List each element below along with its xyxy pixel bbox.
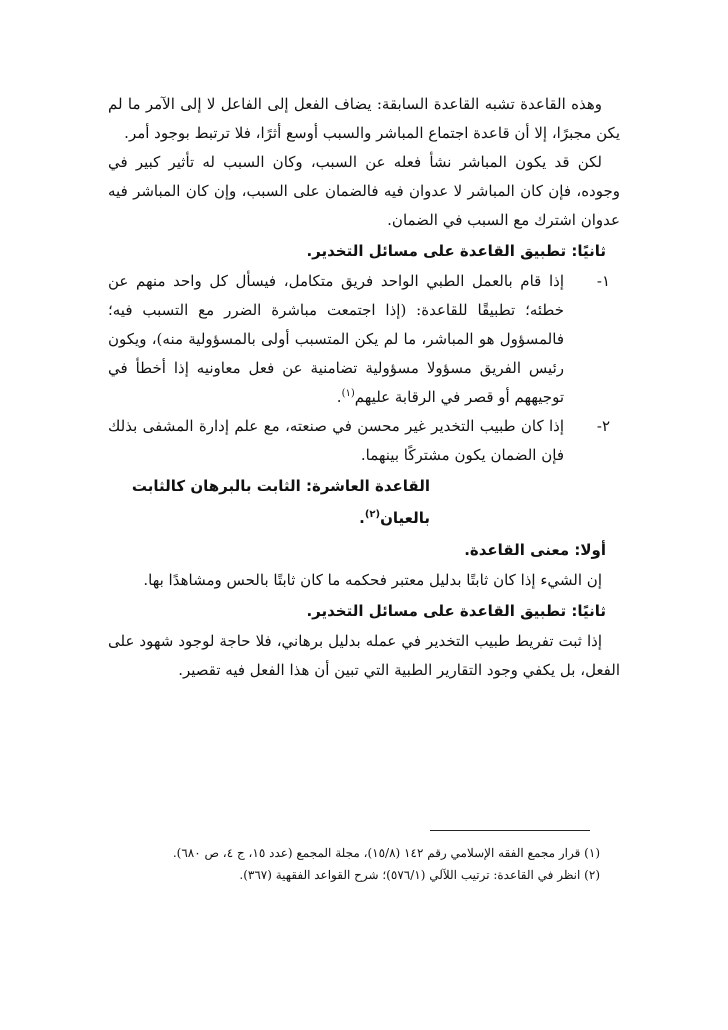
- paragraph-rule-meaning: إن الشيء إذا كان ثابتًا بدليل معتبر فحكمه ما كان ثابتًا بالحس ومشاهدًا بها.: [143, 571, 602, 589]
- list-item-2: [108, 412, 620, 470]
- footnote-divider: [430, 830, 590, 831]
- list-item-1: [108, 267, 620, 412]
- footnote-marker-2: (٢): [364, 509, 381, 520]
- section-heading-application-2: ثانيًا: تطبيق القاعدة على مسائل التخدير.: [306, 602, 606, 620]
- paragraph-direct-and-cause: لكن قد يكون المباشر نشأ فعله عن السبب، وكان السبب له تأثير كبير في وجوده، فإن كان المباشر لا عدوان فيه فالضمان على السبب، وإن كان المباشر فيه عدوان اشترك مع السبب في الضمان.: [108, 153, 620, 229]
- section-heading-meaning: أولا: معنى القاعدة.: [464, 541, 606, 559]
- list-item-number: ٢-: [596, 417, 610, 435]
- list-item-end: .: [336, 388, 342, 406]
- footnotes: [150, 842, 600, 886]
- paragraph-anesthesia-negligence: إذا ثبت تفريط طبيب التخدير في عمله بدليل برهاني، فلا حاجة لوجود شهود على الفعل، بل يكفي وجود التقارير الطبية التي تبين أن هذا الفعل فيه تقصير.: [108, 632, 620, 679]
- list-item-number: ١-: [596, 272, 610, 290]
- rule-ten-title: القاعدة العاشرة: الثابت بالبرهان كالثابت بالعيان: [131, 477, 430, 527]
- footnote-2: (٢) انظر في القاعدة: ترتيب اللآلي (٥٧٦/١)؛ شرح القواعد الفقهية (٣٦٧).: [239, 868, 600, 882]
- list-item-body: إذا كان طبيب التخدير غير محسن في صنعته، مع علم إدارة المشفى بذلك فإن الضمان يكون مشتركًا بينهما.: [108, 417, 564, 464]
- list-item-text: [108, 267, 564, 412]
- footnote-marker-1: (١): [341, 388, 355, 399]
- list-item-text: [108, 412, 564, 470]
- document-body: [108, 90, 620, 685]
- section-heading-application-1: ثانيًا: تطبيق القاعدة على مسائل التخدير.: [306, 242, 606, 260]
- paragraph-rule-comparison: وهذه القاعدة تشبه القاعدة السابقة: يضاف الفعل إلى الفاعل لا إلى الآمر ما لم يكن مجبرًا، إلا أن قاعدة اجتماع المباشر والسبب أوسع أثرًا، فلا ترتبط بوجود أمر.: [108, 95, 620, 142]
- rule-ten-heading: [108, 470, 620, 534]
- list-item-body: إذا قام بالعمل الطبي الواحد فريق متكامل، فيسأل كل واحد منهم عن خطئه؛ تطبيقًا للقاعدة: (إذا اجتمعت مباشرة الضرر مع التسبب فيه؛ فالمسؤول هو المباشر، ما لم يكن المتسبب أولى بالمسؤولية منه)، ويكون رئيس الفريق مسؤولا مسؤولية تضامنية عن فعل معاونيه إذا أخطأ في توجيههم أو قصر في الرقابة عليهم: [108, 272, 564, 406]
- rule-ten-end: .: [359, 509, 365, 527]
- footnote-1: (١) قرار مجمع الفقه الإسلامي رقم ١٤٢ (١٥/٨)، مجلة المجمع (عدد ١٥، ج ٤، ص ٦٨٠).: [172, 846, 600, 860]
